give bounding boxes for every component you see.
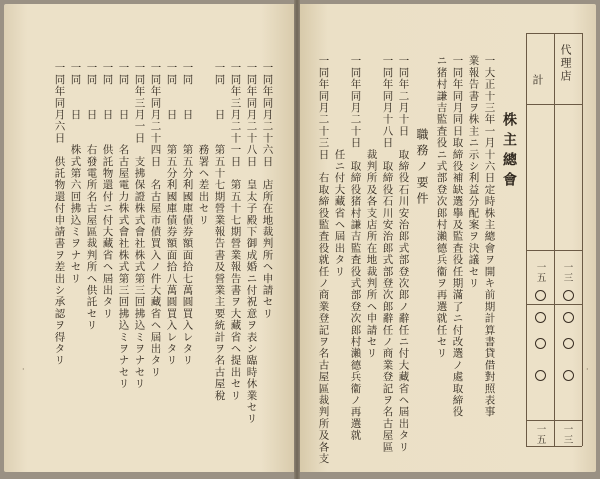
text-line: 一同年同月二十日 取締役猪村謙吉監査役式部登次郎村瀨德兵衞ノ再選就 — [349, 55, 362, 442]
text-line: 一同 日 株式第六回拂込ミヲナセリ — [69, 62, 82, 285]
ledger-header-label: 代理店 — [559, 44, 572, 83]
text-line: 一同 日 名古屋電力株式會社株式第三回拂込ミヲナセリ — [117, 62, 130, 390]
ledger-circle-mark — [535, 290, 546, 301]
ledger-bottom-2: 一五 — [534, 424, 546, 445]
text-line: 一同 日 供託物還付ニ付大藏省ヘ屆出タリ — [101, 62, 114, 320]
book-gutter — [294, 0, 300, 479]
page-mark-left: · — [22, 365, 25, 374]
ledger-circle-mark — [563, 338, 574, 349]
text-line: 一同 日 第五十七期營業報告書及營業主要統計ヲ名古屋稅 — [213, 62, 226, 402]
text-line: ニ猪村謙吉監査役ニ式部登次郎村瀨德兵衞ヲ再選就任セリ — [435, 55, 448, 360]
text-line: 任ニ付大藏省ヘ屆出タリ — [333, 55, 346, 278]
section-title-shareholders-meeting: 株主總會 — [501, 112, 517, 192]
text-line: 一大正十三年一月十六日定時株主總會ヲ開キ前期計算書貸借對照表事 — [483, 55, 496, 418]
text-line: 一同年三月二十一日 第五十七期營業報告書ヲ大藏省ヘ提出セリ — [229, 62, 242, 402]
ledger-circle-mark — [535, 312, 546, 323]
section-title-duties: 職務ノ要件 — [415, 128, 429, 208]
text-line: 一同 日 第五分利國庫債券額面拾七萬圓買入レタリ — [181, 62, 194, 367]
text-line: 一同年同月同日取締役補缺選擧及監査役任期滿了ニ付改選ノ處取締役 — [451, 55, 464, 418]
ledger-circle-mark — [563, 312, 574, 323]
page-mark-right: · — [586, 365, 589, 374]
text-line: 一同 日 右發電所名古屋區裁判所ヘ供託セリ — [85, 62, 98, 332]
text-line: 一同年同月二十三日 右取締役監査役就任ノ商業登記ヲ名古屋區裁判所及各支 — [317, 55, 330, 465]
ledger-sub-label: 計 — [531, 74, 544, 87]
text-line: 一同年同月六日 供託物還付申請書ヲ差出シ承認ヲ得タリ — [53, 62, 66, 367]
ledger-circle-mark — [563, 290, 574, 301]
ledger-top-1: 一三 — [561, 262, 573, 283]
ledger-circle-mark — [535, 338, 546, 349]
ledger-row-mid-1: 一五 — [534, 262, 546, 283]
text-line: 一同 日 第五分利國庫債券額面拾八萬圓買入レタリ — [165, 62, 178, 367]
ledger-bottom-1: 一三 — [561, 424, 573, 445]
text-line: 一同年同月二十四日 名古屋市債買入ノ件大藏省ヘ屆出タリ — [149, 62, 162, 378]
text-line: 裁判所及各支店所在地裁判所ヘ申請セリ — [365, 55, 378, 360]
ledger-circle-mark — [563, 370, 574, 381]
text-line: 一同年二月十日 取締役石川安治郎式部登次郎ノ辭任ニ付大藏省ヘ屆出タリ — [397, 55, 410, 453]
ledger-circle-mark — [535, 370, 546, 381]
text-line: 業報告書ヲ株主ニ示シ利益分配案ヲ決議セリ — [467, 55, 480, 289]
text-line: 一同年三月一日 支拂保證株式會社株式第三回拂込ミヲナセリ — [133, 62, 146, 390]
text-line: 一同年同月十八日 取締役石川安治郎式部登次郎辭任ノ商業登記ヲ名古屋區 — [381, 55, 394, 453]
text-line: 一同年同月二十六日 店所在地裁判所ヘ申請セリ — [261, 62, 274, 320]
text-line: 一同年同月二十八日 皇太子殿下御成婚ニ付祝意ヲ表シ臨時休業セリ — [245, 62, 258, 425]
text-line: 務署ヘ差出セリ — [197, 62, 210, 226]
